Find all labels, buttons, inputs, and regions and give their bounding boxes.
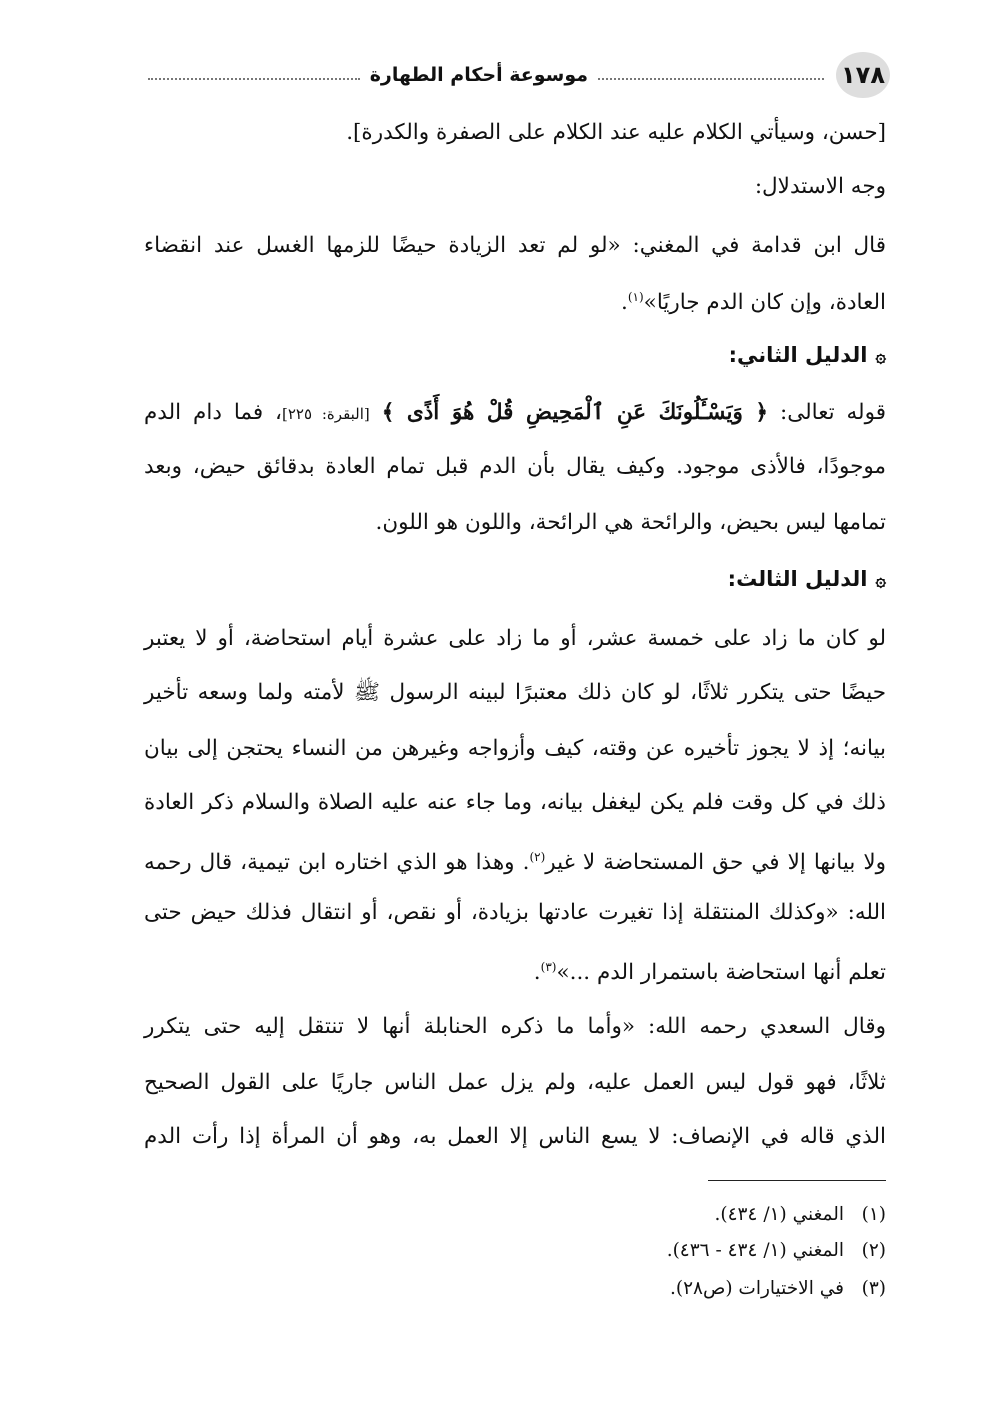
text-line: [حسن، وسيأتي الكلام عليه عند الكلام على الصفرة والكدرة]. [346, 120, 886, 145]
text-segment: ، فما دام الدم [144, 400, 282, 425]
quote-text: العادة، وإن كان الدم جاريًا» [643, 290, 886, 316]
text-line [144, 842, 886, 878]
heading-text: الدليل الثالث: [727, 567, 868, 591]
footnote-text: المغني (١/ ٤٣٤). [714, 1204, 844, 1225]
verse-reference: [البقرة: ٢٢٥] [281, 405, 370, 423]
footnote-number: (٣) [861, 1278, 886, 1299]
page-header [148, 52, 890, 98]
footnote-text: المغني (١/ ٤٣٤ - ٤٣٦). [666, 1240, 844, 1261]
footnote-ref: (١) [627, 290, 644, 304]
footnote-ref: (٣) [540, 960, 557, 974]
page-number: ١٧٨ [836, 52, 890, 98]
bullet-icon: ۞ [875, 346, 886, 367]
text-line: قال ابن قدامة في المغني: «لو لم تعد الزيادة حيضًا للزمها الغسل عند انقضاء [144, 233, 886, 258]
footnote [144, 1238, 886, 1264]
heading-text: الدليل الثاني: [728, 343, 868, 367]
text-line: الله: «وكذلك المنتقلة إذا تغيرت عادتها بزيادة، أو نقص، أو انتقال فذلك حيض حتى [144, 900, 886, 925]
footnote-ref: (٢) [529, 850, 546, 864]
text-line: تعلم أنها استحاضة باستمرار الدم ...»$^{(٣)}$. [533, 960, 886, 986]
text-line: ذلك في كل وقت فلم يكن ليغفل بيانه، وما جاء عنه عليه الصلاة والسلام ذكر العادة [144, 790, 886, 815]
text-segment: . وهذا هو الذي اختاره ابن تيمية، قال رحمه [144, 850, 530, 876]
text-line: وقال السعدي رحمه الله: «وأما ما ذكره الحنابلة أنها لا تنتقل إليه حتى يتكرر [144, 1014, 886, 1039]
footnote-number: (٢) [861, 1240, 886, 1261]
text-segment: ولا بيانها إلا في حق المستحاضة لا غير [545, 850, 887, 876]
text-line: بيانه؛ إذ لا يجوز تأخيره عن وقته، كيف وأزواجه وغيرهن من النساء يحتجن إلى بيان [144, 736, 886, 761]
footnote [144, 1276, 886, 1302]
section-heading [144, 340, 886, 372]
bullet-icon: ۞ [875, 570, 886, 591]
header-title-row [148, 62, 824, 88]
book-title: موسوعة أحكام الطهارة [369, 64, 588, 86]
quran-verse: ﴿ وَيَسْـَٔلُونَكَ عَنِ ٱلْمَحِيضِ قُلْ هُوَ أَذًى ﴾ [381, 400, 769, 425]
text-line: لو كان ما زاد على خمسة عشر، أو ما زاد على عشرة أيام استحاضة، أو لا يعتبر [144, 626, 886, 651]
quote-text: تعلم أنها استحاضة باستمرار الدم ...» [556, 960, 886, 986]
text-line: الذي قاله في الإنصاف: لا يسع الناس إلا العمل به، وهو أن المرأة إذا رأت الدم [144, 1124, 886, 1149]
header-dots-right [598, 78, 824, 80]
text-line: موجودًا، فالأذى موجود. وكيف يقال بأن الدم قبل تمام العادة بدقائق حيض، وبعد [144, 454, 886, 479]
text-line: حيضًا حتى يتكرر ثلاثًا، لو كان ذلك معتبرًا لبينه الرسول ﷺ لأمته ولما وسعه تأخير [144, 680, 886, 705]
footnote-text: في الاختيارات (ص٢٨). [669, 1278, 844, 1299]
text-line: ثلاثًا، فهو قول ليس العمل عليه، ولم يزل عمل الناس جاريًا على القول الصحيح [144, 1070, 886, 1095]
text-line: تمامها ليس بحيض، والرائحة هي الرائحة، واللون هو اللون. [375, 510, 886, 535]
footnote [144, 1202, 886, 1228]
text-line: وجه الاستدلال: [754, 174, 886, 199]
section-heading [144, 564, 886, 596]
text-line [144, 398, 886, 429]
footnote-number: (١) [861, 1204, 886, 1225]
header-dots-left [148, 78, 360, 80]
text-line: العادة، وإن كان الدم جاريًا»$^{(١)}$. [621, 290, 886, 316]
footnote-separator [708, 1180, 886, 1181]
text-segment: قوله تعالى: [779, 400, 886, 425]
